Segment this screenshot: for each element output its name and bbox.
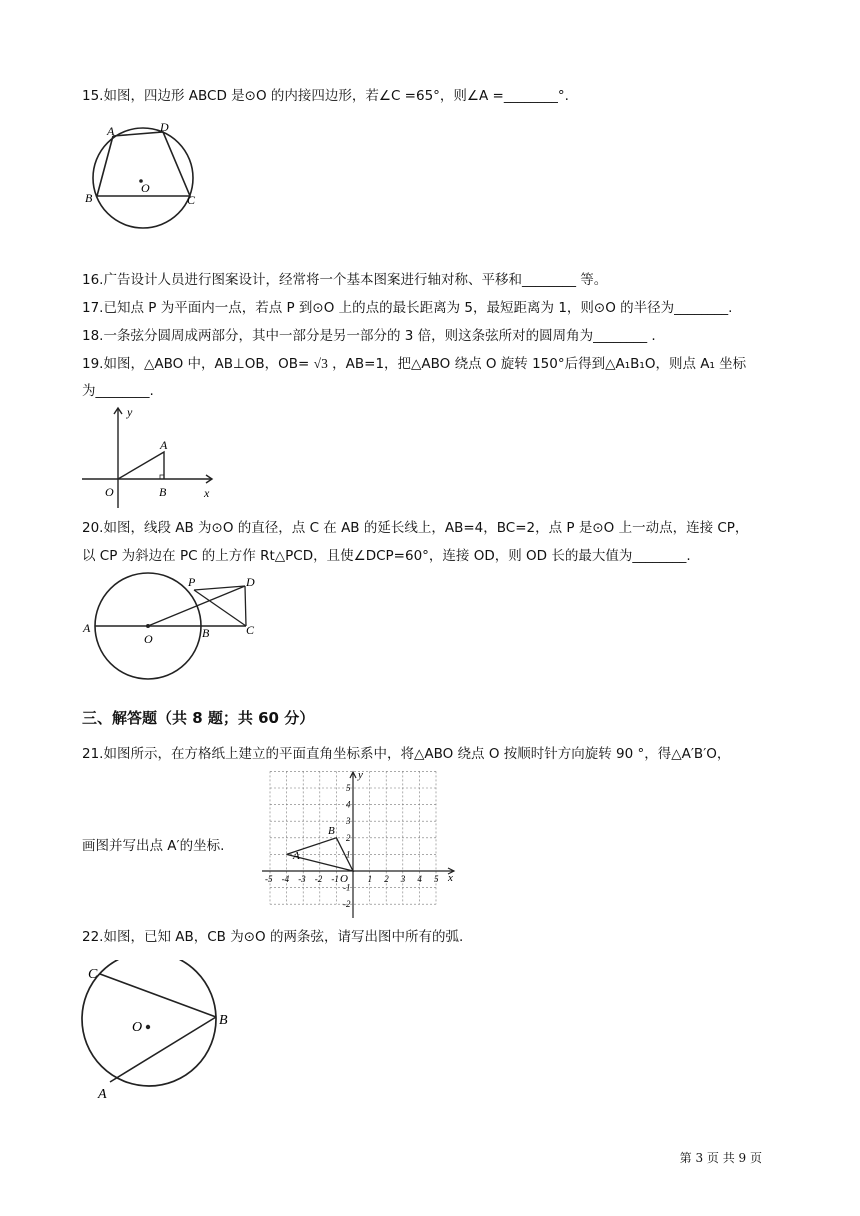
label-O: O <box>105 485 114 499</box>
question-19 <box>82 354 746 374</box>
section-heading: 三、解答题（共 8 题；共 60 分） <box>82 709 315 727</box>
label-B: B <box>85 191 93 205</box>
y-tick-label: -1 <box>343 882 351 893</box>
x-tick-label: -5 <box>265 874 273 884</box>
question-21-cont: 画图并写出点 A′的坐标. <box>82 838 225 854</box>
x-tick-label: 4 <box>417 874 422 884</box>
label-O: O <box>141 181 150 195</box>
label-B: B <box>202 626 210 640</box>
label-x: x <box>448 872 453 884</box>
label-A: A <box>160 438 168 452</box>
figure-q19-coordinate-triangle <box>80 404 220 510</box>
question-15: 15.如图，四边形 ABCD 是⊙O 的内接四边形，若∠C =65°，则∠A =________°. <box>82 88 569 104</box>
y-tick-label: 5 <box>346 783 351 793</box>
label-O: O <box>340 873 348 885</box>
label-A: A <box>293 850 300 862</box>
label-C: C <box>246 623 255 637</box>
page-footer: 第 3 页 共 9 页 <box>679 1151 762 1165</box>
y-tick-label: -2 <box>343 899 351 910</box>
label-O: O <box>144 632 153 646</box>
question-17: 17.已知点 P 为平面内一点，若点 P 到⊙O 上的点的最长距离为 5，最短距离为 1，则⊙O 的半径为________. <box>82 300 733 316</box>
y-tick-label: 3 <box>346 816 351 827</box>
label-x: x <box>204 486 210 500</box>
x-tick-label: -4 <box>281 874 290 884</box>
label-B: B <box>328 825 335 837</box>
figure-q20-circle-triangle <box>80 570 270 682</box>
label-D: D <box>160 120 169 134</box>
label-y: y <box>127 405 133 419</box>
question-21: 21.如图所示，在方格纸上建立的平面直角坐标系中，将△ABO 绕点 O 按顺时针方向旋转 90 °，得△A′B′O， <box>82 746 731 762</box>
question-20: 20.如图，线段 AB 为⊙O 的直径，点 C 在 AB 的延长线上，AB=4，BC=2，点 P 是⊙O 上一动点，连接 CP， <box>82 520 749 536</box>
sqrt-3: √3 <box>313 356 328 371</box>
label-D: D <box>246 575 255 589</box>
figure-q15-inscribed-quadrilateral <box>80 118 210 238</box>
label-A: A <box>83 621 91 635</box>
label-B: B <box>219 1013 228 1028</box>
x-tick-label: 1 <box>367 874 373 884</box>
x-tick-label: -3 <box>298 874 306 884</box>
label-C: C <box>187 193 196 207</box>
label-P: P <box>188 575 196 589</box>
x-tick-label: -2 <box>314 874 323 884</box>
question-19-part-a: 19.如图，△ABO 中，AB⊥OB，OB= <box>82 356 310 372</box>
y-tick-label: 4 <box>346 799 351 810</box>
x-tick-label: -1 <box>331 874 339 884</box>
label-B: B <box>159 485 167 499</box>
x-tick-label: 5 <box>434 874 439 884</box>
question-18: 18.一条弦分圆周成两部分，其中一部分是另一部分的 3 倍，则这条弦所对的圆周角为________ . <box>82 328 656 344</box>
x-tick-label: 2 <box>384 874 389 884</box>
label-A: A <box>98 1087 107 1102</box>
question-16: 16.广告设计人员进行图案设计，经常将一个基本图案进行轴对称、平移和________ 等。 <box>82 272 608 288</box>
question-19-cont: 为________. <box>82 383 154 399</box>
figure-q22-circle-chords <box>80 960 240 1102</box>
question-19-part-b: ，AB=1，把△ABO 绕点 O 旋转 150°后得到△A₁B₁O，则点 A₁ 坐标 <box>332 356 747 372</box>
y-tick-label: 1 <box>346 849 351 860</box>
figure-q21-grid <box>258 766 458 918</box>
label-A: A <box>107 124 115 138</box>
label-C: C <box>88 967 98 982</box>
y-tick-label: 2 <box>346 832 351 843</box>
question-20-cont: 以 CP 为斜边在 PC 的上方作 Rt△PCD，且使∠DCP=60°，连接 OD，则 OD 长的最大值为________. <box>82 548 691 564</box>
label-O: O <box>132 1020 143 1035</box>
label-y: y <box>358 769 363 781</box>
x-tick-label: 3 <box>400 874 406 884</box>
question-22: 22.如图，已知 AB，CB 为⊙O 的两条弦，请写出图中所有的弧. <box>82 929 464 945</box>
